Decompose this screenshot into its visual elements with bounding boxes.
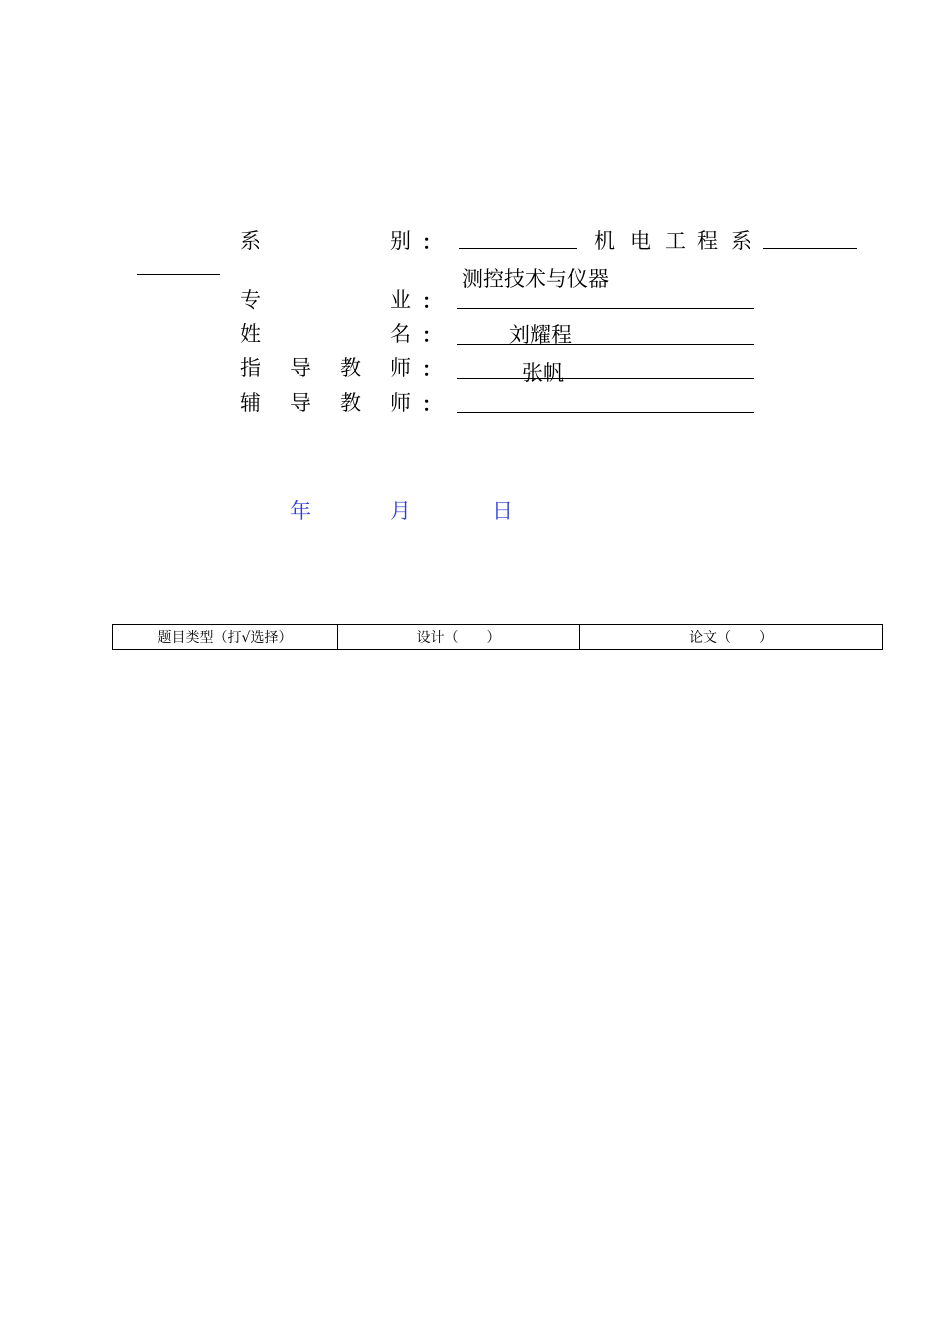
assistant-advisor-label-char-1: 辅: [240, 391, 261, 415]
table-row: [113, 625, 883, 650]
department-value-char-3: 工: [665, 229, 686, 253]
thesis-option-cell[interactable]: 论文（ ）: [580, 625, 883, 650]
name-label-char-2: 名: [390, 322, 411, 346]
date-month: 月: [390, 499, 411, 523]
advisor-label-char-1: 指: [240, 356, 261, 380]
assistant-advisor-colon: ：: [422, 392, 442, 416]
department-value-char-1: 机: [594, 229, 615, 253]
department-underline-left: [459, 248, 577, 249]
name-value: 刘耀程: [509, 323, 572, 347]
department-value-char-2: 电: [630, 229, 651, 253]
advisor-value: 张帆: [522, 361, 564, 385]
advisor-label-char-3: 教: [340, 356, 361, 380]
major-label-char-1: 专: [240, 288, 261, 312]
major-value: 测控技术与仪器: [462, 267, 609, 291]
assistant-advisor-underline: [457, 412, 754, 413]
advisor-colon: ：: [422, 357, 442, 381]
design-option-cell[interactable]: 设计（ ）: [338, 625, 580, 650]
department-underline-right: [763, 248, 857, 249]
name-colon: ：: [422, 323, 442, 347]
major-underline: [457, 308, 754, 309]
major-colon: ：: [422, 289, 442, 313]
topic-type-table: [112, 624, 883, 650]
advisor-underline: [457, 378, 754, 379]
major-label-char-2: 业: [390, 288, 411, 312]
department-value-char-5: 系: [731, 229, 752, 253]
department-label-char-1: 系: [240, 229, 261, 253]
assistant-advisor-label-char-2: 导: [290, 391, 311, 415]
date-day: 日: [492, 499, 513, 523]
date-year: 年: [290, 499, 311, 523]
advisor-label-char-4: 师: [390, 356, 411, 380]
department-underline-wrap: [137, 274, 220, 275]
department-value-char-4: 程: [697, 229, 718, 253]
name-underline: [457, 344, 754, 345]
assistant-advisor-label-char-3: 教: [340, 391, 361, 415]
advisor-label-char-2: 导: [290, 356, 311, 380]
department-colon: ：: [422, 230, 442, 254]
assistant-advisor-label-char-4: 师: [390, 391, 411, 415]
topic-type-header-cell: 题目类型（打√选择）: [113, 625, 338, 650]
department-label-char-2: 别: [390, 229, 411, 253]
name-label-char-1: 姓: [240, 322, 261, 346]
